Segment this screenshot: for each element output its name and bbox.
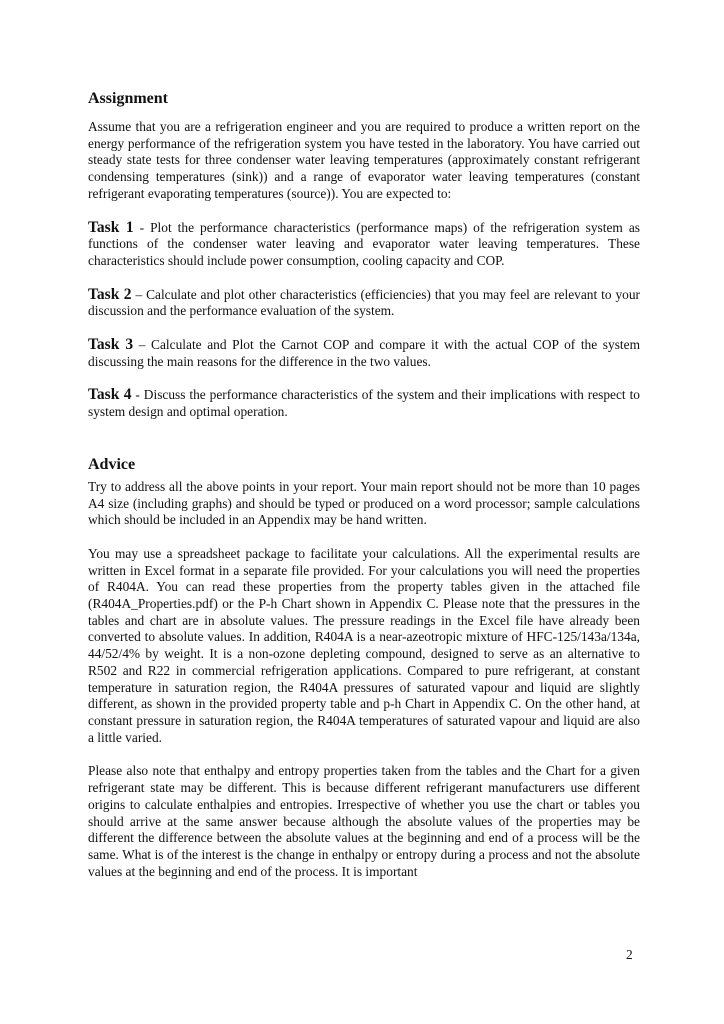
advice-paragraph-3: Please also note that enthalpy and entropy properties taken from the tables and the Chart for a given refrigerant state may be different. This is because different refrigerant manufacturers use different origins to calculate enthalpies and entropies. Irrespective of whether you use the chart or tables you should arrive at the same answer because although the absolute values of the properties may be different the difference between the absolute values at the beginning and end of a process will be the same. What is of the interest is the change in enthalpy or entropy during a process and not the absolute values at the beginning and end of the process. It is important	[88, 763, 640, 879]
assignment-heading: Assignment	[88, 90, 169, 107]
advice-heading: Advice	[88, 455, 136, 473]
assignment-intro: Assume that you are a refrigeration engineer and you are required to produce a written report on the energy performance of the refrigeration system you have tested in the laboratory. You have carried out steady state tests for three condenser water leaving temperatures (approximately constant refrigerant condensing temperatures (sink)) and a range of evaporator water leaving temperatures (constant refrigerant evaporating temperatures (source)). You are expected to:	[88, 119, 640, 201]
task-2	[88, 287, 640, 320]
task-3-label: Task 3	[88, 336, 134, 354]
task-3-text: – Calculate and Plot the Carnot COP and compare it with the actual COP of the system discussing the main reasons for the difference in the two values.	[88, 337, 640, 369]
page-number: 2	[626, 947, 633, 962]
task-1	[88, 220, 640, 270]
task-2-text: – Calculate and plot other characteristics (efficiencies) that you may feel are relevant to your discussion and the performance evaluation of the system.	[88, 286, 640, 319]
task-1-label: Task 1	[88, 218, 134, 236]
task-4-label: Task 4	[88, 386, 132, 404]
task-1-text: - Plot the performance characteristics (performance maps) of the refrigeration system as functions of the condenser water leaving and evaporator water leaving temperatures. These characteristics should include power consumption, cooling capacity and COP.	[88, 219, 640, 268]
advice-paragraph-1: Try to address all the above points in your report. Your main report should not be more than 10 pages A4 size (including graphs) and should be typed or produced on a word processor; sample calculations which should be included in an Appendix may be hand written.	[88, 478, 640, 528]
task-3	[88, 337, 640, 370]
task-4	[88, 387, 640, 420]
task-2-label: Task 2	[88, 285, 132, 303]
advice-paragraph-2: You may use a spreadsheet package to facilitate your calculations. All the experimental results are written in Excel format in a separate file provided. For your calculations you will need the properties of R404A. You can read these properties from the property tables given in the attached file (R404A_Properties.pdf) or the P-h Chart shown in Appendix C. Please note that the pressures in the tables and chart are in absolute values. The pressure readings in the Excel file have already been converted to absolute values. In addition, R404A is a near-azeotropic mixture of HFC-125/143a/134a, 44/52/4% by weight. It is a non-ozone depleting compound, designed to serve as an alternative to R502 and R22 in commercial refrigeration applications. Compared to pure refrigerant, at constant temperature in saturation region, the R404A pressures of saturated vapour and liquid are slightly different, as shown in the provided property table and p-h Chart in Appendix C. On the other hand, at constant pressure in saturation region, the R404A temperatures of saturated vapour and liquid are also a little varied.	[88, 545, 640, 745]
task-4-text: - Discuss the performance characteristics of the system and their implications with respect to system design and optimal operation.	[88, 387, 640, 420]
page-content	[88, 89, 640, 880]
